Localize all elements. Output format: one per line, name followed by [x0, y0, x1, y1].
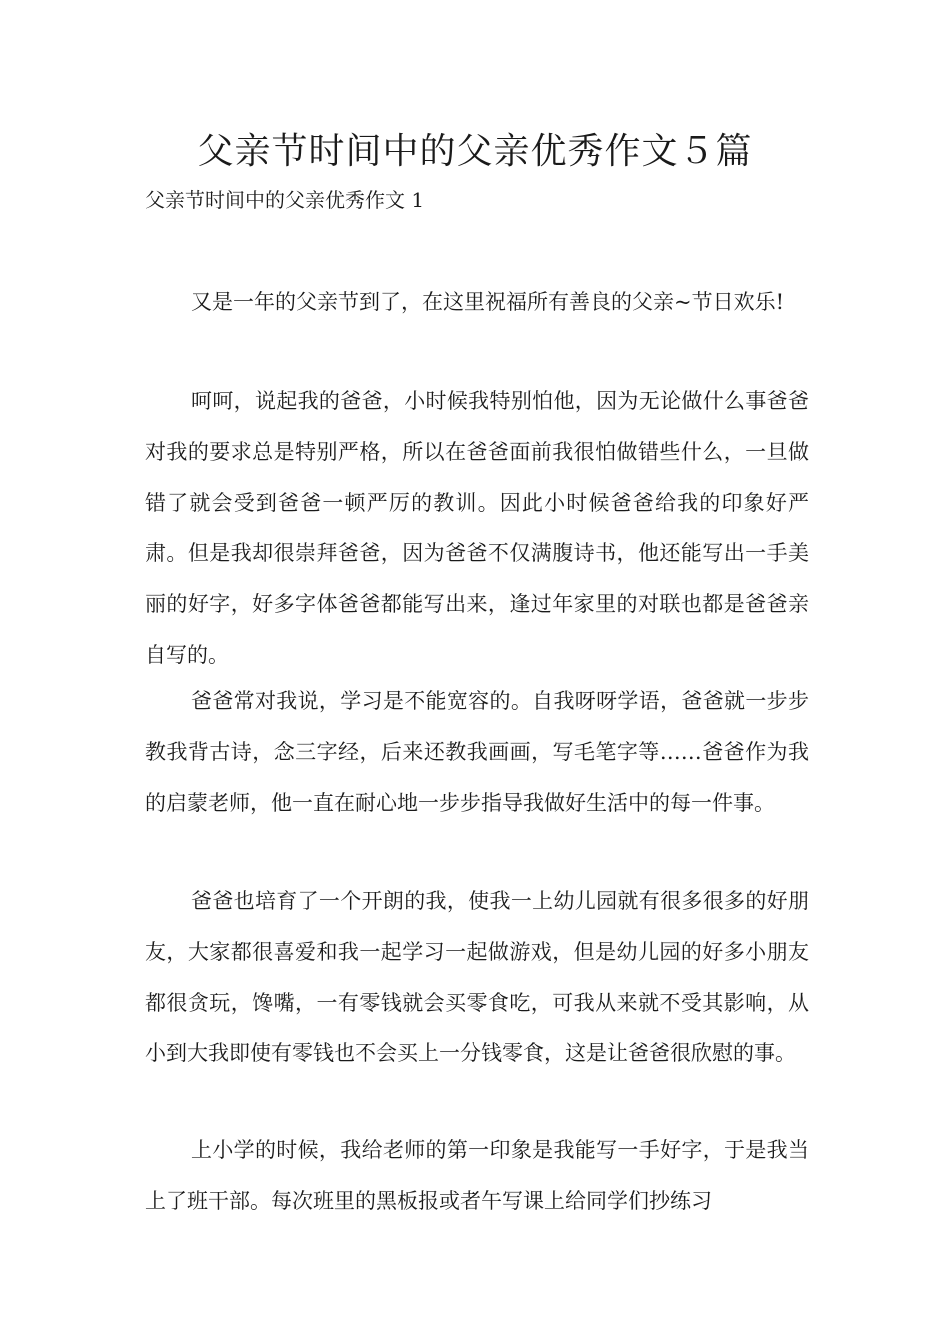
essay-heading: 父亲节时间中的父亲优秀作文 1 [145, 188, 425, 212]
paragraph: 上小学的时候，我给老师的第一印象是我能写一手好字，于是我当上了班干部。每次班里的黑板报或者午写课上给同学们抄练习 [145, 1138, 809, 1213]
paragraph: 又是一年的父亲节到了，在这里祝福所有善良的父亲~节日欢乐! [191, 290, 785, 314]
document-title: 父亲节时间中的父亲优秀作文５篇 [197, 131, 753, 172]
paragraph: 爸爸也培育了一个开朗的我，使我一上幼儿园就有很多很多的好朋友，大家都很喜爱和我一起学习一起做游戏，但是幼儿园的好多小朋友都很贪玩，馋嘴，一有零钱就会买零食吃，可我从来就不受其影响，从小到大我即使有零钱也不会买上一分钱零食，这是让爸爸很欣慰的事。 [145, 889, 809, 1066]
paragraph: 爸爸常对我说，学习是不能宽容的。自我呀呀学语，爸爸就一步步教我背古诗，念三字经，后来还教我画画，写毛笔字等……爸爸作为我的启蒙老师，他一直在耐心地一步步指导我做好生活中的每一件事。 [145, 689, 809, 815]
paragraph: 呵呵，说起我的爸爸，小时候我特别怕他，因为无论做什么事爸爸对我的要求总是特别严格，所以在爸爸面前我很怕做错些什么，一旦做错了就会受到爸爸一顿严厉的教训。因此小时候爸爸给我的印象好严肃。但是我却很崇拜爸爸，因为爸爸不仅满腹诗书，他还能写出一手美丽的好字，好多字体爸爸都能写出来，逢过年家里的对联也都是爸爸亲自写的。 [145, 389, 809, 667]
